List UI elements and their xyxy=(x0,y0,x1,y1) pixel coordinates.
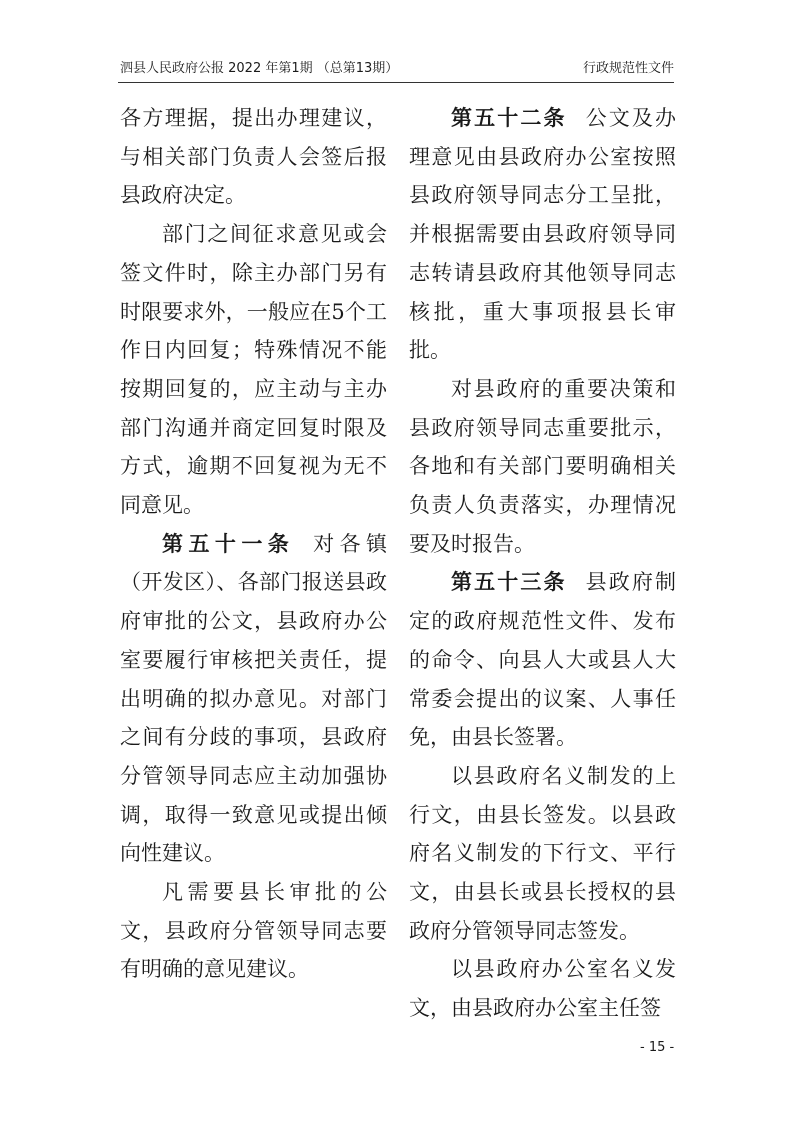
header-publication-title: 泗县人民政府公报 2022 年第1期 （总第13期） xyxy=(120,61,399,76)
article-paragraph xyxy=(120,525,387,873)
paragraph: 对县政府的重要决策和县政府领导同志重要批示，各地和有关部门要明确相关负责人负责落实，办理情况要及时报告。 xyxy=(409,376,676,556)
article-heading: 第五十一条 xyxy=(162,530,295,556)
paragraph: 各方理据，提出办理建议，与相关部门负责人会签后报县政府决定。 xyxy=(120,106,387,208)
article-text: 县政府制定的政府规范性文件、发布的命令、向县人大或县人大常委会提出的议案、人事任免，由县长签署。 xyxy=(409,570,677,750)
article-text: 公文及办理意见由县政府办公室按照县政府领导同志分工呈批，并根据需要由县政府领导同志转请县政府其他领导同志核批，重大事项报县长审批。 xyxy=(409,106,677,363)
article-text: 对各镇（开发区）、各部门报送县政府审批的公文，县政府办公室要履行审核把关责任，提出明确的拟办意见。对部门之间有分歧的事项，县政府分管领导同志应主动加强协调，取得一致意见或提出倾向性建议。 xyxy=(120,531,388,866)
running-header xyxy=(118,56,674,82)
paragraph: 以县政府名义制发的上行文，由县长签发。以县政府名义制发的下行文、平行文，由县长或县长授权的县政府分管领导同志签发。 xyxy=(409,763,676,943)
article-paragraph xyxy=(409,99,676,370)
left-column xyxy=(120,99,387,989)
header-divider xyxy=(118,82,674,83)
article-paragraph xyxy=(409,563,676,757)
paragraph: 以县政府办公室名义发文，由县政府办公室主任签 xyxy=(409,957,676,1021)
article-heading: 第五十三条 xyxy=(451,569,567,595)
paragraph: 部门之间征求意见或会签文件时，除主办部门另有时限要求外，一般应在5个工作日内回复；特殊情况不能按期回复的，应主动与主办部门沟通并商定回复时限及方式，逾期不回复视为无不同意见。 xyxy=(120,222,387,518)
right-column xyxy=(409,99,676,1028)
paragraph: 凡需要县长审批的公文，县政府分管领导同志要有明确的意见建议。 xyxy=(120,880,387,982)
article-heading: 第五十二条 xyxy=(451,105,567,130)
header-section-title: 行政规范性文件 xyxy=(582,61,674,76)
page-number: - 15 - xyxy=(640,1040,675,1055)
